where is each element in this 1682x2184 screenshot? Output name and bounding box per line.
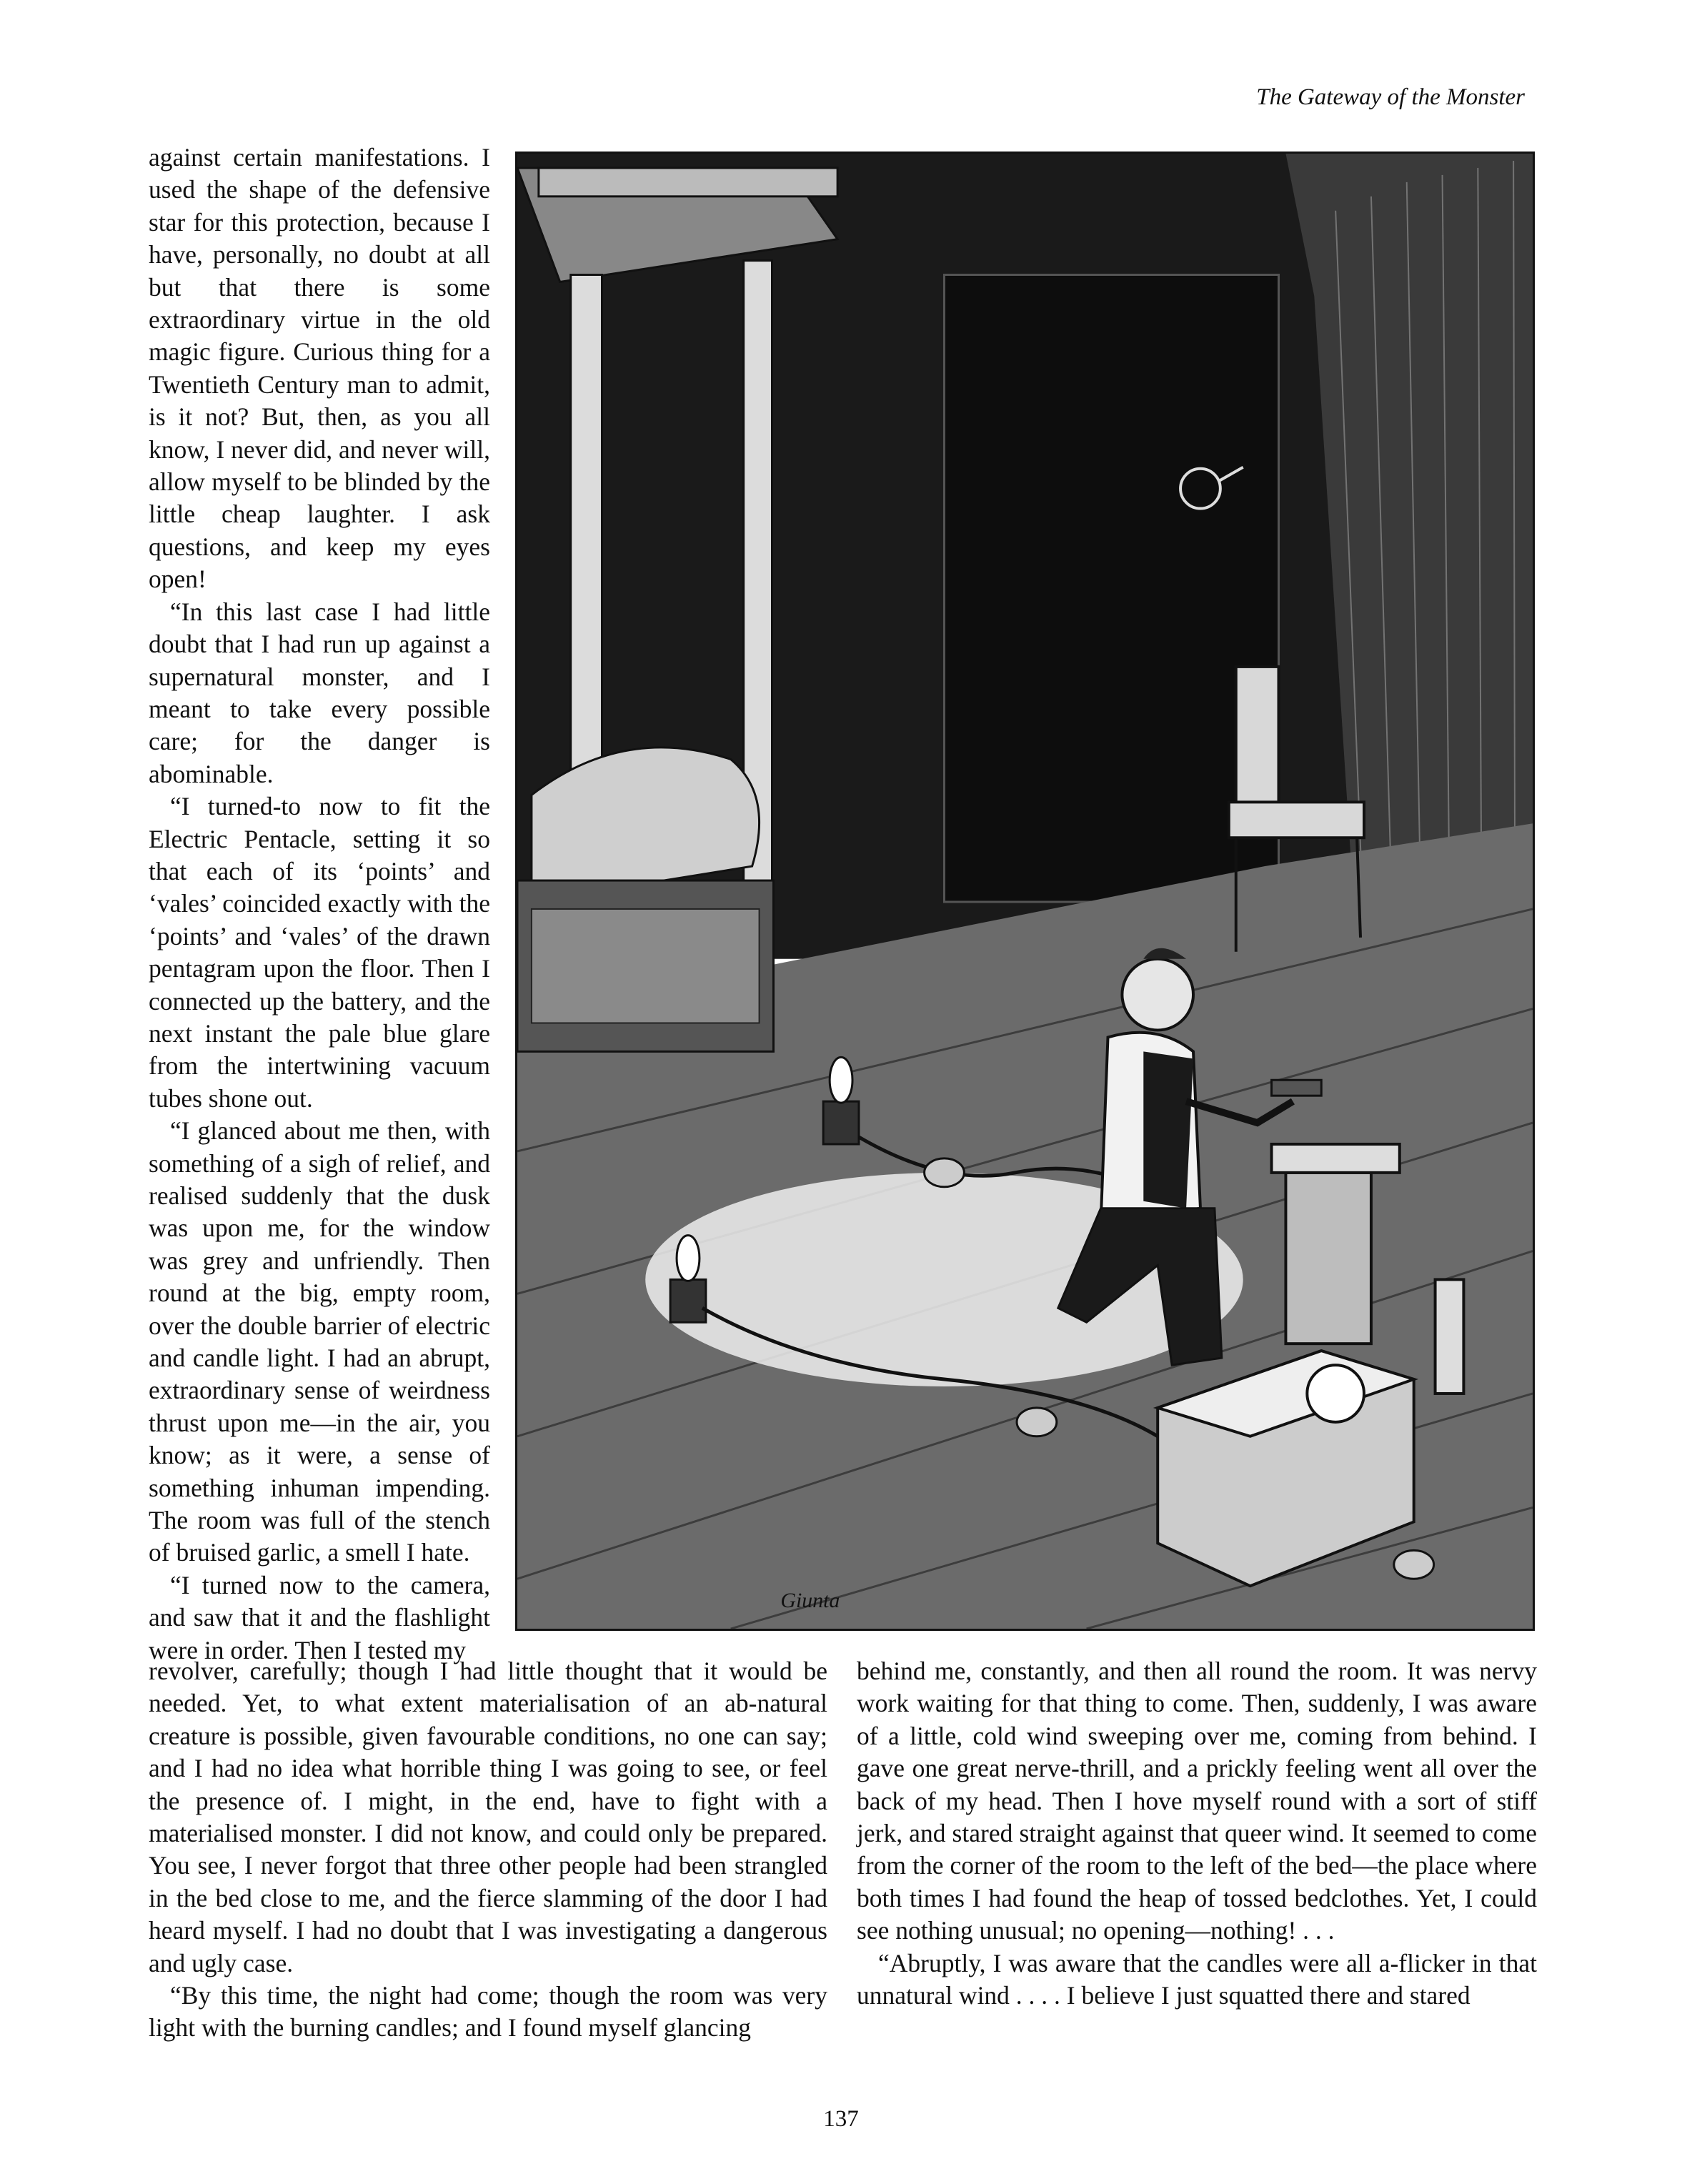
- paragraph: against certain manifestations. I used the shape of the defensive star for this protection, because I have, personally, no doubt at all but that there is some extraordinary virtue in the old magic figure. Curious thing for a Twentieth Century man to admit, is it not? But, then, as you all know, I never did, and never will, allow myself to be blinded by the little cheap laughter. I ask questions, and keep my eyes open!: [149, 143, 490, 594]
- paragraph: behind me, constantly, and then all round the room. It was nervy work waiting for that thing to come. Then, suddenly, I was aware of a little, cold wind sweeping over me, coming from behind. I gave one great nerve-thrill, and a prickly feeling went all over the back of my head. Then I hove myself round with a sort of stiff jerk, and stared straight against that queer wind. It seemed to come from the corner of the room to the left of the bed—the place where both times I had found the heap of tossed bedclothes. Yet, I could see nothing unusual; no opening—nothing! . . .: [857, 1657, 1537, 1945]
- paragraph: “I glanced about me then, with something of a sigh of relief, and realised suddenly that the dusk was upon me, for the window was grey and unfriendly. Then round at the big, empty room, over the double barrier of electric and candle light. I had an abrupt, extraordinary sense of weirdness thrust upon me—in the air, you know; as it were, a sense of something inhuman impending. The room was full of the stench of bruised garlic, a smell I hate.: [149, 1116, 490, 1567]
- illustration-bedroom-scene: [515, 152, 1535, 1631]
- illustration-signature: Giunta: [780, 1589, 840, 1613]
- paragraph: revolver, carefully; though I had little thought that it would be needed. Yet, to what extent materialisation of an ab-natural creature is possible, given favourable conditions, no one can say; and I had no idea what horrible thing I was going to see, or feel the presence of. I might, in the end, have to fight with a materialised monster. I did not know, and could only be prepared. You see, I never forgot that three other people had been strangled in the bed close to me, and the fierce slamming of the door I had heard myself. I had no doubt that I was investigating a dangerous and ugly case.: [149, 1657, 827, 1977]
- column-left-top: [149, 142, 490, 1667]
- column-right-bottom: [857, 1655, 1537, 2012]
- jar: [925, 1158, 965, 1187]
- jar: [1394, 1550, 1434, 1579]
- page-number: 137: [823, 2106, 859, 2132]
- paragraph: “I turned now to the camera, and saw that it and the flashlight were in order. Then I tested my: [149, 1570, 490, 1664]
- running-head: The Gateway of the Monster: [1256, 84, 1525, 110]
- column-left-bottom: [149, 1655, 827, 2045]
- paragraph: “By this time, the night had come; though the room was very light with the burning candles; and I found myself glancing: [149, 1981, 827, 2042]
- paragraph: “In this last case I had little doubt that I had run up against a supernatural monster, and I meant to take every possible care; for the danger is abominable.: [149, 597, 490, 788]
- jar: [1017, 1408, 1057, 1436]
- paragraph: “Abruptly, I was aware that the candles were all a-flicker in that unnatural wind . . . . I believe I just squatted there and stared: [857, 1948, 1537, 2010]
- paragraph: “I turned-to now to fit the Electric Pentacle, setting it so that each of its ‘points’ and ‘vales’ coincided exactly with the ‘points’ and ‘vales’ of the drawn pentagram upon the floor. Then I connected up the battery, and the next instant the pale blue glare from the intertwining vacuum tubes shone out.: [149, 792, 490, 1113]
